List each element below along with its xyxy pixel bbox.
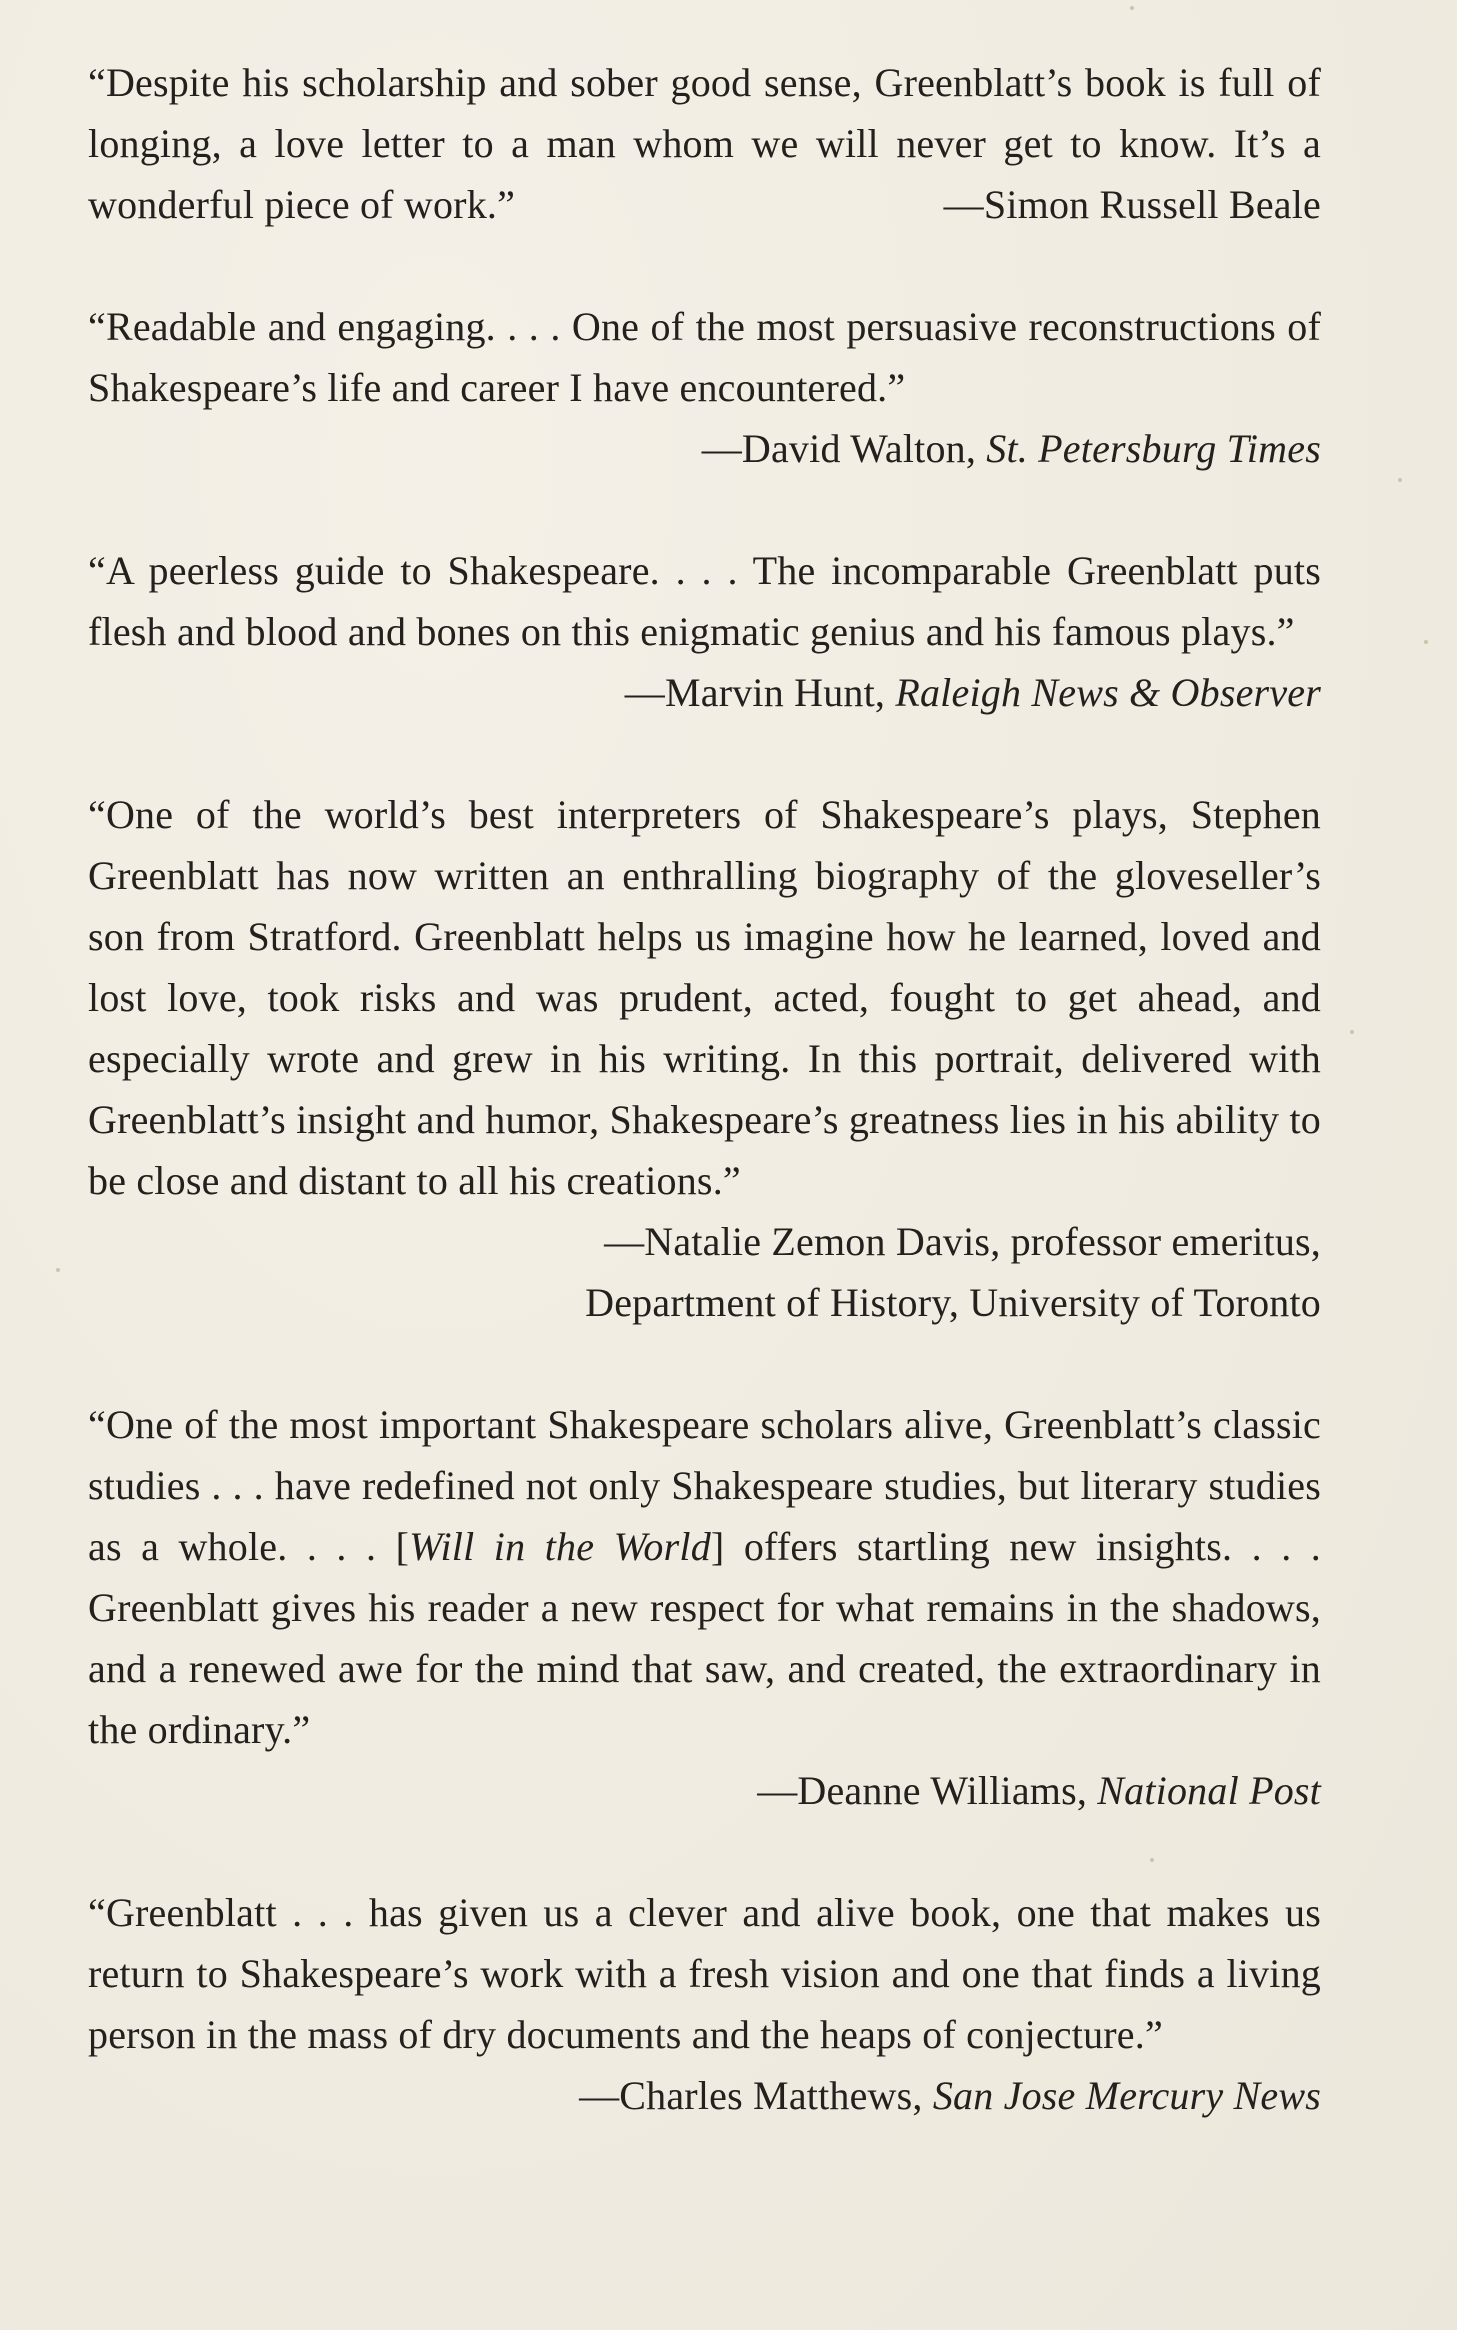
- paper-speck: [56, 1268, 60, 1272]
- blurb-text: “One of the most important Shakespeare scholars alive, Greenblatt’s classic studies . . . have redefined not only Shakespeare studies, but literary studies as a whole. . . . [: [88, 1402, 1321, 1569]
- blurb-text: “Greenblatt . . . has given us a clever and alive book, one that makes us return to Shakespeare’s work with a fresh vision and one that finds a living person in the mass of dry documents and the heaps of conjecture.”: [88, 1890, 1321, 2057]
- blurb-williams: [88, 1394, 1321, 1821]
- blurb-text: “A peerless guide to Shakespeare. . . . The incomparable Greenblatt puts flesh and blood and bones on this enigmatic genius and his famous plays.”: [88, 548, 1321, 654]
- book-title: Will in the World: [409, 1524, 711, 1569]
- publication-name: St. Petersburg Times: [986, 426, 1321, 471]
- reviewer-name: —Charles Matthews,: [579, 2073, 933, 2118]
- reviewer-name: —Marvin Hunt,: [624, 670, 896, 715]
- blurb-attribution: [88, 1760, 1321, 1821]
- blurb-attribution: —Simon Russell Beale: [943, 182, 1321, 227]
- blurb-attribution: [88, 1211, 1321, 1333]
- attribution-line-1: —Natalie Zemon Davis, professor emeritus,: [604, 1219, 1321, 1264]
- blurb-attribution: [625, 662, 1321, 723]
- paper-speck: [1130, 6, 1134, 10]
- attribution-line-2: Department of History, University of Toronto: [585, 1280, 1321, 1325]
- publication-name: National Post: [1097, 1768, 1321, 1813]
- blurb-hunt: [88, 540, 1321, 723]
- blurb-attribution: [88, 418, 1321, 479]
- blurb-davis: [88, 784, 1321, 1333]
- paper-speck: [1350, 1030, 1354, 1034]
- publication-name: San Jose Mercury News: [932, 2073, 1321, 2118]
- blurb-matthews: [88, 1882, 1321, 2126]
- praise-quotes: [88, 52, 1321, 2187]
- blurb-beale: [88, 52, 1321, 235]
- reviewer-name: —Deanne Williams,: [757, 1768, 1098, 1813]
- paper-speck: [1150, 1858, 1154, 1862]
- blurb-attribution: [579, 2065, 1321, 2126]
- blurb-text: “Despite his scholarship and sober good sense, Greenblatt’s book is full of longing, a love letter to a man whom we will never get to know. It’s a wonderful piece of work.”: [88, 60, 1321, 227]
- publication-name: Raleigh News & Observer: [895, 670, 1321, 715]
- blurb-text: “One of the world’s best interpreters of Shakespeare’s plays, Stephen Greenblatt has now written an enthralling biography of the gloveseller’s son from Stratford. Greenblatt helps us imagine how he learned, loved and lost love, took risks and was prudent, acted, fought to get ahead, and especially wrote and grew in his writing. In this portrait, delivered with Greenblatt’s insight and humor, Shakespeare’s greatness lies in his ability to be close and distant to all his creations.”: [88, 792, 1321, 1203]
- paper-speck: [1398, 478, 1402, 482]
- blurb-walton: [88, 296, 1321, 479]
- paper-speck: [1424, 640, 1428, 644]
- blurb-text: “Readable and engaging. . . . One of the most persuasive reconstructions of Shakespeare’s life and career I have encountered.”: [88, 304, 1321, 410]
- blurb-text-continued: ] offers startling new insights. . . . Greenblatt gives his reader a new respect for what remains in the shadows, and a renewed awe for the mind that saw, and created, the extraordinary in the ordinary.”: [88, 1524, 1322, 1752]
- reviewer-name: —David Walton,: [701, 426, 987, 471]
